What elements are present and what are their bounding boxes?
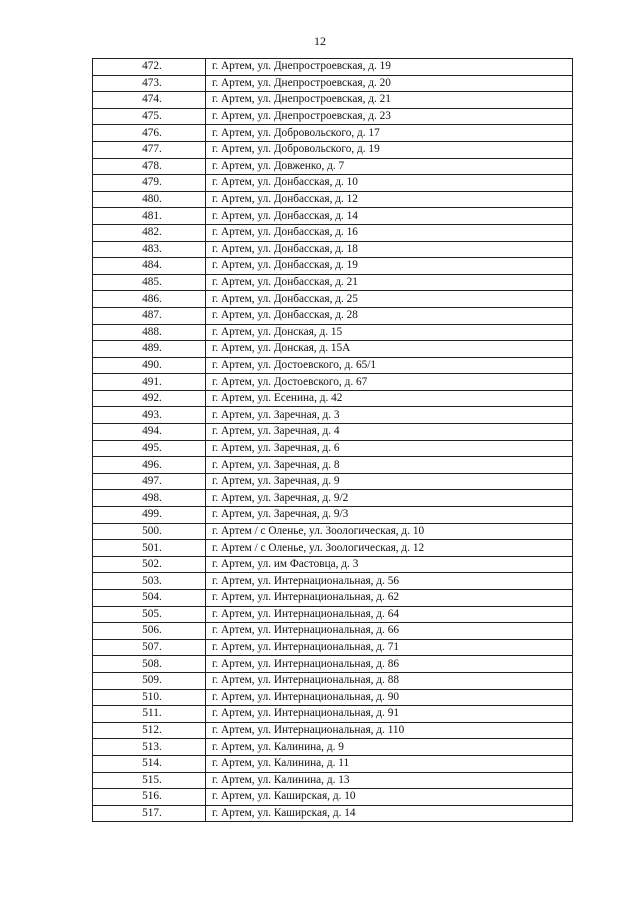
- row-address: г. Артем, ул. Интернациональная, д. 110: [206, 722, 573, 739]
- table-row: [93, 689, 573, 706]
- row-address: г. Артем, ул. Заречная, д. 8: [206, 457, 573, 474]
- row-address: г. Артем, ул. Заречная, д. 9: [206, 473, 573, 490]
- row-number: 498.: [93, 490, 206, 507]
- row-address: г. Артем, ул. Заречная, д. 9/3: [206, 507, 573, 524]
- table-row: [93, 59, 573, 76]
- table-row: [93, 307, 573, 324]
- row-number: 510.: [93, 689, 206, 706]
- row-number: 487.: [93, 307, 206, 324]
- row-address: г. Артем, ул. Интернациональная, д. 86: [206, 656, 573, 673]
- table-row: [93, 440, 573, 457]
- table-row: [93, 457, 573, 474]
- table-row: [93, 108, 573, 125]
- row-address: г. Артем, ул. Заречная, д. 9/2: [206, 490, 573, 507]
- row-number: 494.: [93, 424, 206, 441]
- table-row: [93, 755, 573, 772]
- row-address: г. Артем, ул. Достоевского, д. 67: [206, 374, 573, 391]
- table-row: [93, 590, 573, 607]
- row-address: г. Артем, ул. Интернациональная, д. 71: [206, 639, 573, 656]
- table-row: [93, 639, 573, 656]
- table-row: [93, 672, 573, 689]
- table-row: [93, 75, 573, 92]
- table-row: [93, 390, 573, 407]
- table-row: [93, 540, 573, 557]
- row-address: г. Артем, ул. Донбасская, д. 21: [206, 274, 573, 291]
- row-number: 515.: [93, 772, 206, 789]
- table-row: [93, 258, 573, 275]
- table-row: [93, 706, 573, 723]
- row-number: 492.: [93, 390, 206, 407]
- row-address: г. Артем, ул. Заречная, д. 3: [206, 407, 573, 424]
- row-address: г. Артем, ул. Интернациональная, д. 90: [206, 689, 573, 706]
- row-number: 496.: [93, 457, 206, 474]
- row-address: г. Артем, ул. Донбасская, д. 18: [206, 241, 573, 258]
- row-number: 477.: [93, 141, 206, 158]
- table-row: [93, 507, 573, 524]
- row-number: 482.: [93, 224, 206, 241]
- row-number: 490.: [93, 357, 206, 374]
- row-address: г. Артем, ул. Днепростроевская, д. 20: [206, 75, 573, 92]
- row-number: 500.: [93, 523, 206, 540]
- address-table: [92, 58, 573, 822]
- row-address: г. Артем, ул. Донбасская, д. 25: [206, 291, 573, 308]
- table-row: [93, 606, 573, 623]
- table-row: [93, 623, 573, 640]
- row-number: 505.: [93, 606, 206, 623]
- row-number: 481.: [93, 208, 206, 225]
- row-address: г. Артем, ул. Донбасская, д. 10: [206, 175, 573, 192]
- table-row: [93, 772, 573, 789]
- row-address: г. Артем, ул. Днепростроевская, д. 21: [206, 92, 573, 109]
- row-number: 506.: [93, 623, 206, 640]
- table-row: [93, 224, 573, 241]
- row-address: г. Артем, ул. Днепростроевская, д. 23: [206, 108, 573, 125]
- row-number: 474.: [93, 92, 206, 109]
- row-address: г. Артем, ул. Интернациональная, д. 91: [206, 706, 573, 723]
- row-number: 495.: [93, 440, 206, 457]
- row-address: г. Артем, ул. Интернациональная, д. 64: [206, 606, 573, 623]
- table-row: [93, 523, 573, 540]
- row-address: г. Артем, ул. Днепростроевская, д. 19: [206, 59, 573, 76]
- row-address: г. Артем, ул. Интернациональная, д. 56: [206, 573, 573, 590]
- row-address: г. Артем, ул. Донбасская, д. 14: [206, 208, 573, 225]
- row-address: г. Артем, ул. Донбасская, д. 19: [206, 258, 573, 275]
- table-row: [93, 208, 573, 225]
- table-row: [93, 407, 573, 424]
- row-address: г. Артем, ул. Заречная, д. 6: [206, 440, 573, 457]
- table-row: [93, 191, 573, 208]
- row-number: 507.: [93, 639, 206, 656]
- row-number: 491.: [93, 374, 206, 391]
- table-row: [93, 556, 573, 573]
- row-address: г. Артем, ул. Донская, д. 15: [206, 324, 573, 341]
- row-number: 504.: [93, 590, 206, 607]
- row-address: г. Артем, ул. Каширская, д. 10: [206, 789, 573, 806]
- table-row: [93, 158, 573, 175]
- table-row: [93, 357, 573, 374]
- table-row: [93, 92, 573, 109]
- table-row: [93, 274, 573, 291]
- row-number: 509.: [93, 672, 206, 689]
- row-number: 511.: [93, 706, 206, 723]
- row-address: г. Артем, ул. Довженко, д. 7: [206, 158, 573, 175]
- row-number: 508.: [93, 656, 206, 673]
- row-number: 488.: [93, 324, 206, 341]
- address-rows: [93, 59, 573, 822]
- row-address: г. Артем, ул. Калинина, д. 11: [206, 755, 573, 772]
- row-number: 512.: [93, 722, 206, 739]
- row-address: г. Артем, ул. Донбасская, д. 12: [206, 191, 573, 208]
- row-number: 513.: [93, 739, 206, 756]
- row-number: 501.: [93, 540, 206, 557]
- row-number: 480.: [93, 191, 206, 208]
- table-row: [93, 739, 573, 756]
- row-number: 476.: [93, 125, 206, 142]
- row-number: 475.: [93, 108, 206, 125]
- row-address: г. Артем, ул. Каширская, д. 14: [206, 805, 573, 822]
- row-address: г. Артем, ул. им Фастовца, д. 3: [206, 556, 573, 573]
- row-number: 485.: [93, 274, 206, 291]
- table-row: [93, 291, 573, 308]
- table-row: [93, 473, 573, 490]
- table-row: [93, 573, 573, 590]
- table-row: [93, 241, 573, 258]
- table-row: [93, 424, 573, 441]
- row-address: г. Артем / с Оленье, ул. Зоологическая, д. 10: [206, 523, 573, 540]
- row-number: 517.: [93, 805, 206, 822]
- row-number: 493.: [93, 407, 206, 424]
- row-number: 516.: [93, 789, 206, 806]
- row-address: г. Артем, ул. Донбасская, д. 28: [206, 307, 573, 324]
- row-address: г. Артем, ул. Заречная, д. 4: [206, 424, 573, 441]
- row-number: 489.: [93, 341, 206, 358]
- table-row: [93, 341, 573, 358]
- row-address: г. Артем, ул. Интернациональная, д. 88: [206, 672, 573, 689]
- row-number: 514.: [93, 755, 206, 772]
- row-number: 502.: [93, 556, 206, 573]
- table-row: [93, 175, 573, 192]
- row-number: 472.: [93, 59, 206, 76]
- table-row: [93, 141, 573, 158]
- row-address: г. Артем, ул. Достоевского, д. 65/1: [206, 357, 573, 374]
- row-address: г. Артем, ул. Калинина, д. 9: [206, 739, 573, 756]
- row-number: 473.: [93, 75, 206, 92]
- page-number: 12: [314, 34, 326, 48]
- table-row: [93, 324, 573, 341]
- row-number: 483.: [93, 241, 206, 258]
- row-number: 503.: [93, 573, 206, 590]
- row-number: 486.: [93, 291, 206, 308]
- row-number: 479.: [93, 175, 206, 192]
- table-row: [93, 805, 573, 822]
- table-row: [93, 656, 573, 673]
- row-address: г. Артем, ул. Интернациональная, д. 62: [206, 590, 573, 607]
- row-number: 478.: [93, 158, 206, 175]
- row-address: г. Артем, ул. Калинина, д. 13: [206, 772, 573, 789]
- row-address: г. Артем, ул. Добровольского, д. 19: [206, 141, 573, 158]
- table-row: [93, 722, 573, 739]
- row-number: 484.: [93, 258, 206, 275]
- row-address: г. Артем, ул. Добровольского, д. 17: [206, 125, 573, 142]
- row-address: г. Артем, ул. Донская, д. 15А: [206, 341, 573, 358]
- table-row: [93, 490, 573, 507]
- table-row: [93, 374, 573, 391]
- table-row: [93, 789, 573, 806]
- row-address: г. Артем / с Оленье, ул. Зоологическая, д. 12: [206, 540, 573, 557]
- row-number: 497.: [93, 473, 206, 490]
- row-address: г. Артем, ул. Донбасская, д. 16: [206, 224, 573, 241]
- row-address: г. Артем, ул. Интернациональная, д. 66: [206, 623, 573, 640]
- row-address: г. Артем, ул. Есенина, д. 42: [206, 390, 573, 407]
- row-number: 499.: [93, 507, 206, 524]
- table-row: [93, 125, 573, 142]
